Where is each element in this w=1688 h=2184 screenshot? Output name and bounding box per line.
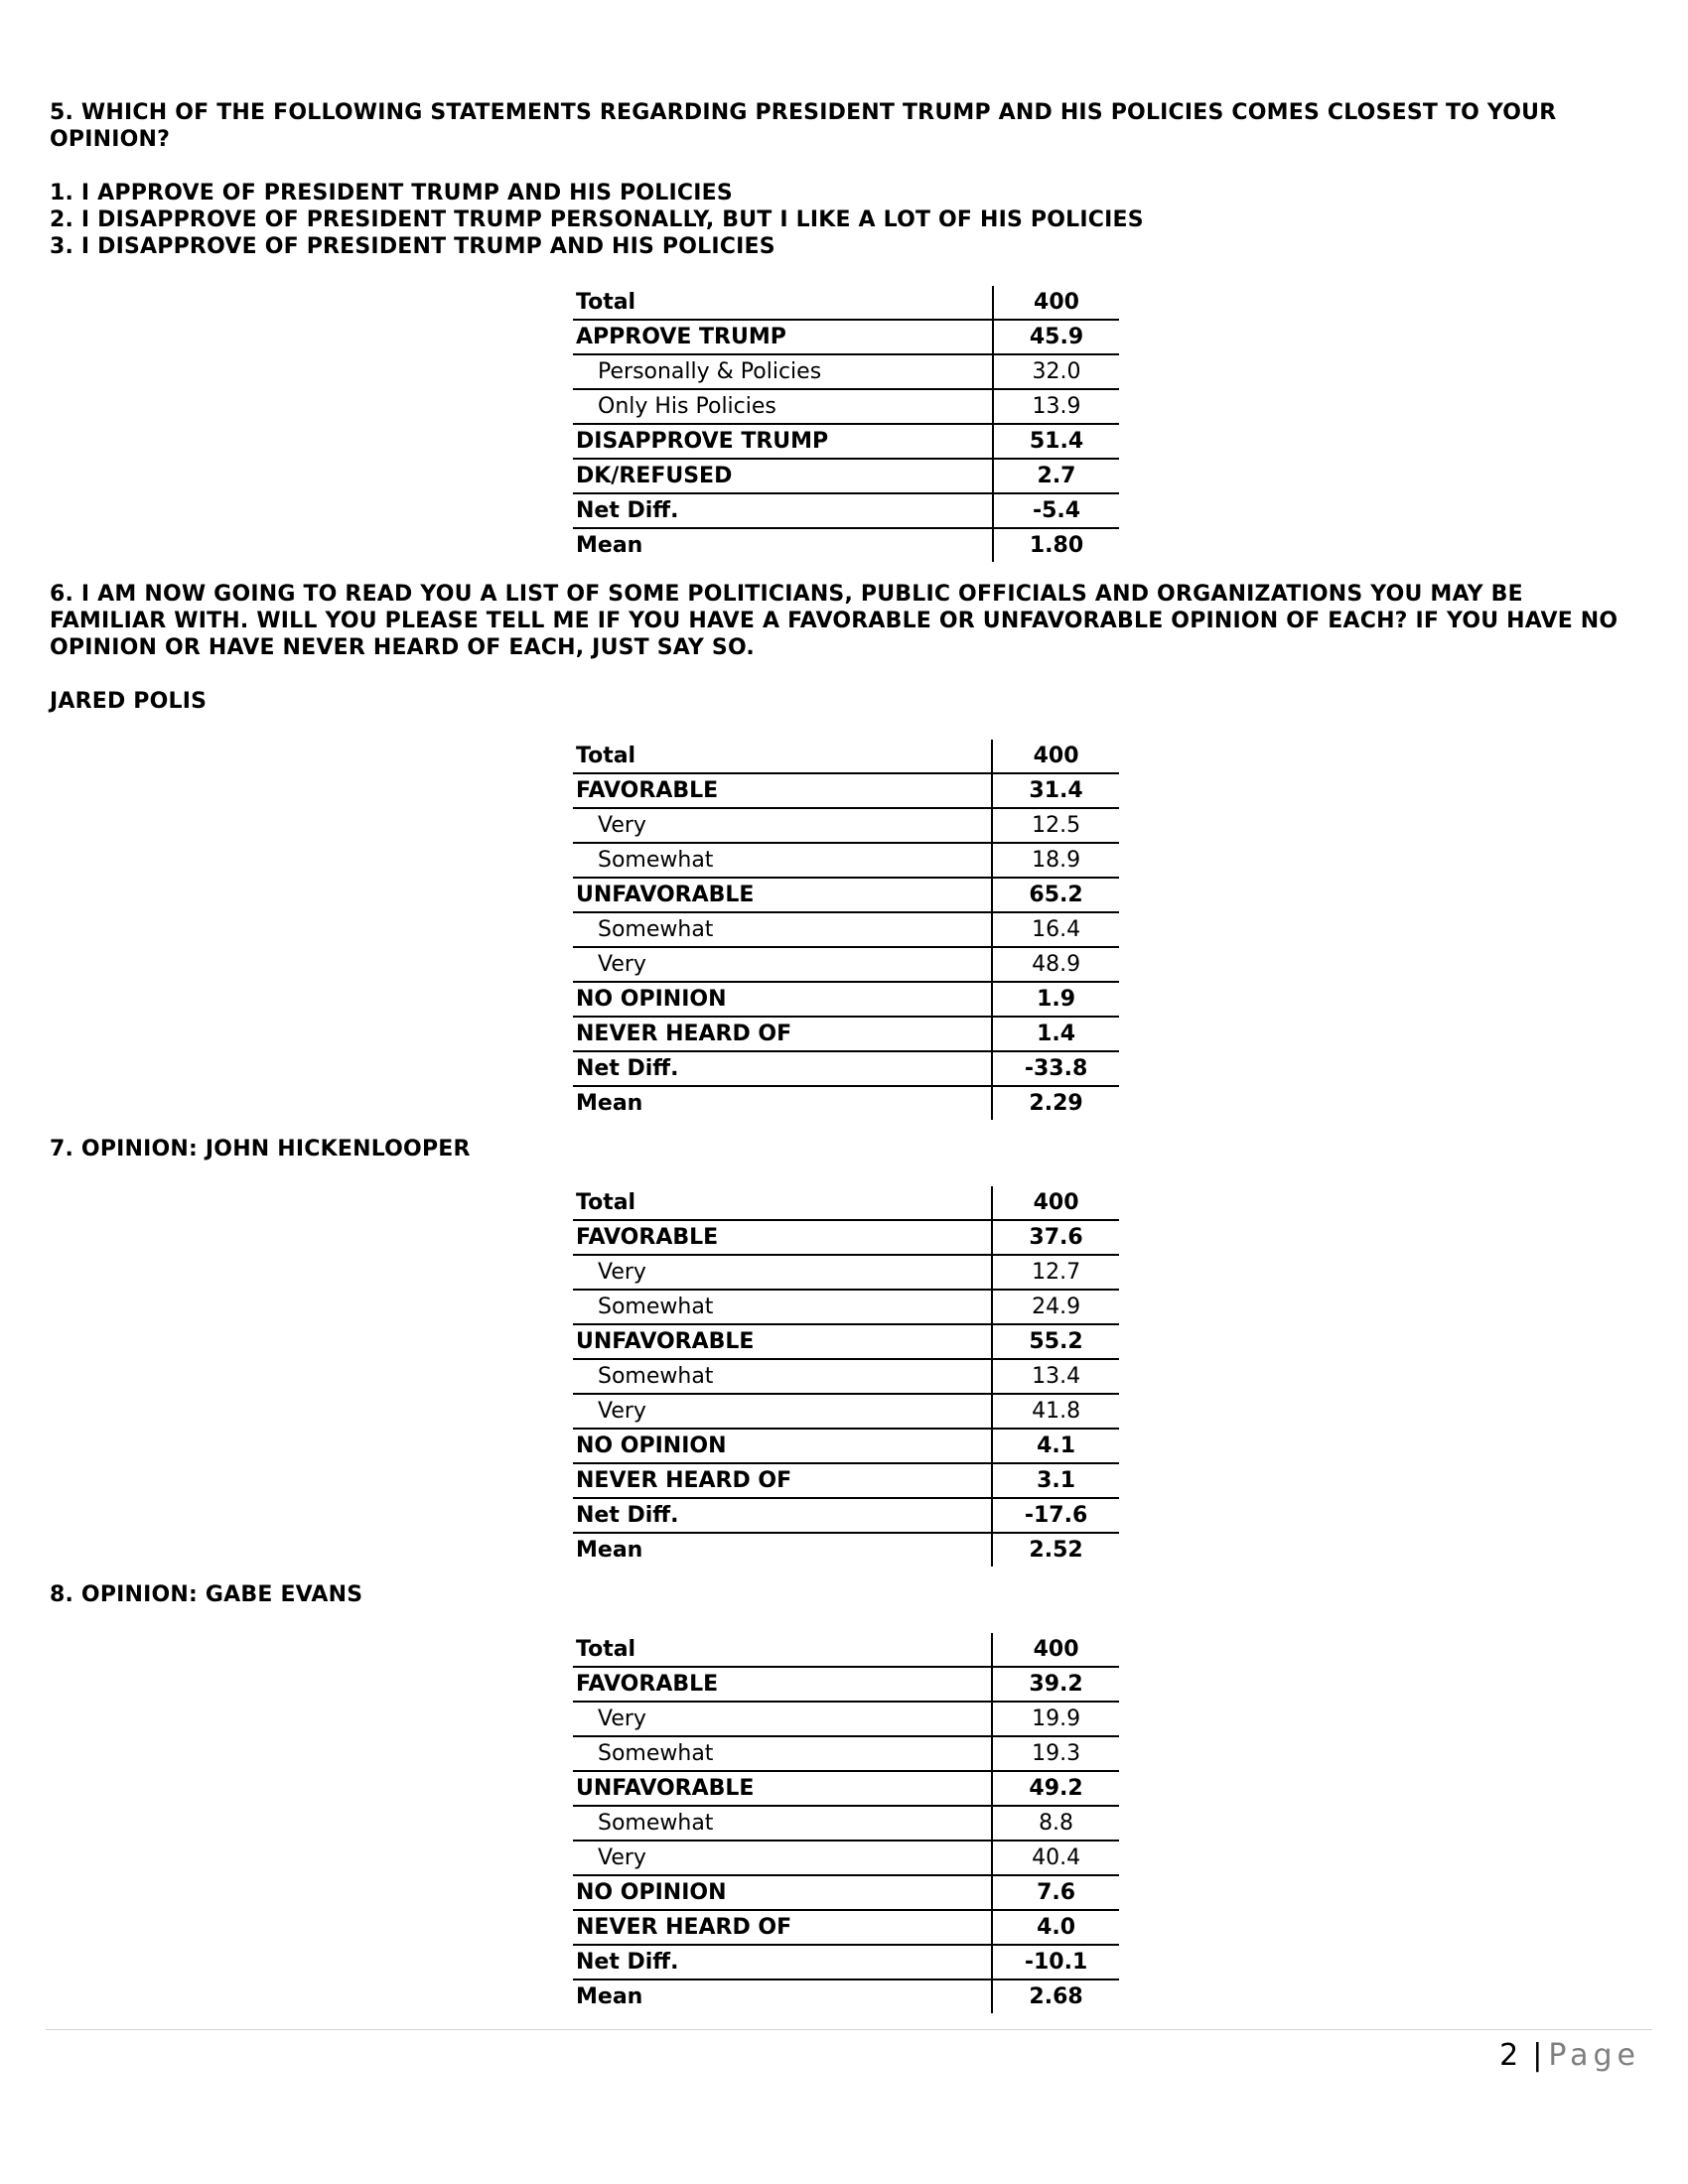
row-label: UNFAVORABLE bbox=[576, 1329, 755, 1354]
row-value: 13.9 bbox=[993, 389, 1119, 424]
row-value: 400 bbox=[992, 740, 1119, 773]
row-label: NEVER HEARD OF bbox=[576, 1468, 792, 1493]
row-label: Total bbox=[576, 1637, 636, 1662]
table-row bbox=[573, 1533, 1119, 1567]
q5-option-3: 3. I DISAPPROVE OF PRESIDENT TRUMP AND HIS POLICIES bbox=[50, 234, 775, 259]
row-value: 400 bbox=[992, 1633, 1119, 1667]
table-row bbox=[573, 1186, 1119, 1220]
row-value: 40.4 bbox=[992, 1841, 1119, 1875]
row-label: Very bbox=[598, 1399, 646, 1424]
row-value: 2.7 bbox=[993, 459, 1119, 493]
row-value: 16.4 bbox=[992, 912, 1119, 947]
row-label: Very bbox=[598, 1260, 646, 1285]
row-label: Somewhat bbox=[598, 1295, 714, 1319]
row-label: UNFAVORABLE bbox=[576, 883, 755, 907]
row-label: Very bbox=[598, 952, 646, 977]
row-label: Very bbox=[598, 1845, 646, 1870]
row-value: -17.6 bbox=[992, 1498, 1119, 1533]
row-value: 8.8 bbox=[992, 1806, 1119, 1841]
row-value: 45.9 bbox=[993, 320, 1119, 354]
table-row bbox=[573, 1736, 1119, 1771]
q8-heading: 8. OPINION: GABE EVANS bbox=[50, 1582, 363, 1607]
table-row bbox=[573, 528, 1119, 562]
row-label: Somewhat bbox=[598, 848, 714, 873]
table-row bbox=[573, 1771, 1119, 1806]
table-row bbox=[573, 740, 1119, 773]
q5-results-table bbox=[573, 286, 1119, 562]
row-value: 2.29 bbox=[992, 1086, 1119, 1120]
row-value: 48.9 bbox=[992, 947, 1119, 982]
table-row bbox=[573, 1498, 1119, 1533]
table-row bbox=[573, 354, 1119, 389]
row-label: Somewhat bbox=[598, 1811, 714, 1836]
table-row bbox=[573, 1017, 1119, 1051]
table-row bbox=[573, 1945, 1119, 1979]
table-row bbox=[573, 1875, 1119, 1910]
row-value: 400 bbox=[992, 1186, 1119, 1220]
q6-heading: 6. I AM NOW GOING TO READ YOU A LIST OF SOME POLITICIANS, PUBLIC OFFICIALS AND ORGANIZATIONS YOU MAY BE FAMILIAR WITH. WILL YOU PLEASE TELL ME IF YOU HAVE A FAVORABLE OR UNFAVORABLE OPINION OF EACH? IF YOU HAVE NO OPINION OR HAVE NEVER HEARD OF EACH, JUST SAY SO. bbox=[50, 582, 1618, 660]
q8-results-table bbox=[573, 1633, 1119, 2013]
table-row bbox=[573, 1910, 1119, 1945]
row-label: Net Diff. bbox=[576, 1950, 679, 1975]
row-value: 18.9 bbox=[992, 843, 1119, 878]
table-row bbox=[573, 912, 1119, 947]
row-value: 1.4 bbox=[992, 1017, 1119, 1051]
row-value: 32.0 bbox=[993, 354, 1119, 389]
table-row bbox=[573, 773, 1119, 808]
row-value: 12.7 bbox=[992, 1255, 1119, 1290]
q5-option-2: 2. I DISAPPROVE OF PRESIDENT TRUMP PERSONALLY, BUT I LIKE A LOT OF HIS POLICIES bbox=[50, 207, 1144, 232]
row-label: FAVORABLE bbox=[576, 1672, 719, 1697]
row-value: 2.68 bbox=[992, 1979, 1119, 2013]
row-label: NO OPINION bbox=[576, 987, 727, 1012]
row-value: 55.2 bbox=[992, 1324, 1119, 1359]
row-label: Somewhat bbox=[598, 1364, 714, 1389]
row-value: -5.4 bbox=[993, 493, 1119, 528]
row-label: Mean bbox=[576, 1538, 643, 1563]
row-value: 41.8 bbox=[992, 1394, 1119, 1429]
row-label: NO OPINION bbox=[576, 1433, 727, 1458]
row-label: NEVER HEARD OF bbox=[576, 1022, 792, 1046]
table-row bbox=[573, 1255, 1119, 1290]
row-value: 37.6 bbox=[992, 1220, 1119, 1255]
row-value: 2.52 bbox=[992, 1533, 1119, 1567]
q5-heading: 5. WHICH OF THE FOLLOWING STATEMENTS REGARDING PRESIDENT TRUMP AND HIS POLICIES COMES CLOSEST TO YOUR OPINION? bbox=[50, 100, 1557, 152]
row-value: 12.5 bbox=[992, 808, 1119, 843]
table-row bbox=[573, 1841, 1119, 1875]
table-row bbox=[573, 1324, 1119, 1359]
q7-heading: 7. OPINION: JOHN HICKENLOOPER bbox=[50, 1137, 471, 1161]
table-row bbox=[573, 424, 1119, 459]
row-label: Personally & Policies bbox=[598, 359, 822, 384]
table-row bbox=[573, 493, 1119, 528]
row-label: Very bbox=[598, 813, 646, 838]
row-label: Very bbox=[598, 1706, 646, 1731]
table-row bbox=[573, 1463, 1119, 1498]
table-row bbox=[573, 808, 1119, 843]
row-label: DISAPPROVE TRUMP bbox=[576, 429, 829, 454]
row-label: NEVER HEARD OF bbox=[576, 1915, 792, 1940]
table-row bbox=[573, 1359, 1119, 1394]
row-label: FAVORABLE bbox=[576, 1225, 719, 1250]
row-value: 4.1 bbox=[992, 1429, 1119, 1463]
row-value: 4.0 bbox=[992, 1910, 1119, 1945]
table-row bbox=[573, 1290, 1119, 1324]
table-row bbox=[573, 320, 1119, 354]
row-value: 49.2 bbox=[992, 1771, 1119, 1806]
page-number: 2 bbox=[1499, 2038, 1519, 2073]
row-label: Net Diff. bbox=[576, 498, 679, 523]
table-row bbox=[573, 389, 1119, 424]
row-label: Somewhat bbox=[598, 917, 714, 942]
table-row bbox=[573, 878, 1119, 912]
row-label: Total bbox=[576, 290, 636, 315]
table-row bbox=[573, 1633, 1119, 1667]
row-value: 19.9 bbox=[992, 1702, 1119, 1736]
row-label: Net Diff. bbox=[576, 1503, 679, 1528]
table-row bbox=[573, 286, 1119, 320]
row-label: Somewhat bbox=[598, 1741, 714, 1766]
table-row bbox=[573, 982, 1119, 1017]
q5-option-1: 1. I APPROVE OF PRESIDENT TRUMP AND HIS POLICIES bbox=[50, 181, 733, 205]
table-row bbox=[573, 1220, 1119, 1255]
row-label: Only His Policies bbox=[598, 394, 776, 419]
page-label: Page bbox=[1548, 2038, 1640, 2073]
row-label: Net Diff. bbox=[576, 1056, 679, 1081]
q7-results-table bbox=[573, 1186, 1119, 1567]
table-row bbox=[573, 1051, 1119, 1086]
row-value: 19.3 bbox=[992, 1736, 1119, 1771]
row-value: 1.80 bbox=[993, 528, 1119, 562]
table-row bbox=[573, 1086, 1119, 1120]
row-value: 400 bbox=[993, 286, 1119, 320]
table-row bbox=[573, 1394, 1119, 1429]
row-value: 65.2 bbox=[992, 878, 1119, 912]
row-value: 39.2 bbox=[992, 1667, 1119, 1702]
row-label: Total bbox=[576, 1190, 636, 1215]
table-row bbox=[573, 459, 1119, 493]
table-row bbox=[573, 1667, 1119, 1702]
row-value: 31.4 bbox=[992, 773, 1119, 808]
row-label: DK/REFUSED bbox=[576, 464, 733, 488]
row-label: UNFAVORABLE bbox=[576, 1776, 755, 1801]
page-footer bbox=[1499, 2035, 1640, 2077]
footer-divider bbox=[46, 2029, 1652, 2030]
row-value: -10.1 bbox=[992, 1945, 1119, 1979]
table-row bbox=[573, 1979, 1119, 2013]
row-label: Total bbox=[576, 744, 636, 768]
row-label: Mean bbox=[576, 1091, 643, 1116]
q6-subject: JARED POLIS bbox=[50, 689, 208, 714]
row-label: Mean bbox=[576, 1984, 643, 2009]
table-row bbox=[573, 1806, 1119, 1841]
row-value: 51.4 bbox=[993, 424, 1119, 459]
row-value: 1.9 bbox=[992, 982, 1119, 1017]
page-separator: | bbox=[1532, 2038, 1543, 2073]
q6-results-table bbox=[573, 740, 1119, 1120]
table-row bbox=[573, 1429, 1119, 1463]
row-label: Mean bbox=[576, 533, 643, 558]
row-value: 13.4 bbox=[992, 1359, 1119, 1394]
table-row bbox=[573, 947, 1119, 982]
row-value: -33.8 bbox=[992, 1051, 1119, 1086]
table-row bbox=[573, 1702, 1119, 1736]
table-row bbox=[573, 843, 1119, 878]
row-value: 3.1 bbox=[992, 1463, 1119, 1498]
row-value: 24.9 bbox=[992, 1290, 1119, 1324]
row-label: NO OPINION bbox=[576, 1880, 727, 1905]
row-label: FAVORABLE bbox=[576, 778, 719, 803]
row-value: 7.6 bbox=[992, 1875, 1119, 1910]
row-label: APPROVE TRUMP bbox=[576, 325, 786, 349]
